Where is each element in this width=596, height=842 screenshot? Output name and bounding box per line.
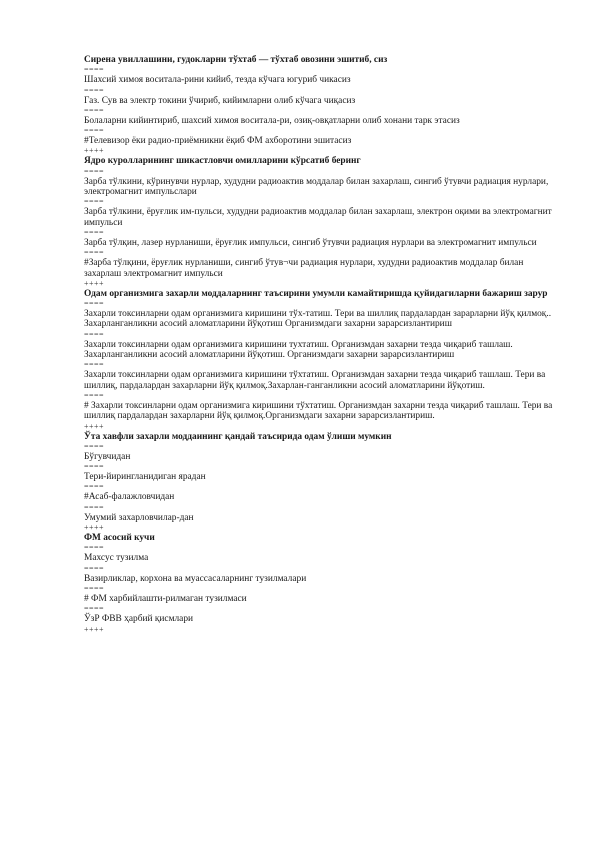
separator-line: ==== xyxy=(84,227,105,237)
answer-option: Зарба тўлкини, ёруғлик им-пульси, худудни радиоактив моддалар билан захарлаш, электрон оқими ва электромагнит импульси xyxy=(84,207,552,228)
separator-line: ==== xyxy=(84,105,105,115)
separator-line: ++++ xyxy=(84,278,105,288)
separator-line: ==== xyxy=(84,248,105,258)
separator-line: ++++ xyxy=(84,146,105,156)
separator-line: ==== xyxy=(84,583,105,593)
separator-line: ==== xyxy=(84,85,105,95)
answer-option: #Асаб-фалажловчидан xyxy=(84,492,175,503)
separator-line: ==== xyxy=(84,563,105,573)
separator-line: ==== xyxy=(84,482,105,492)
separator-line: ==== xyxy=(84,166,105,176)
question-heading: Одам организмига захарли моддаларнинг таъсирини умумли камайтиришда қуйидагиларни бажариш зарур xyxy=(84,288,548,299)
separator-line: ==== xyxy=(84,126,105,136)
separator-line: ++++ xyxy=(84,523,105,533)
separator-line: ==== xyxy=(84,329,105,339)
answer-option: Болаларни кийинтириб, шахсий химоя воситала-ри, озиқ-овқатларни олиб хонани тарк этасиз xyxy=(84,115,460,126)
separator-line: ++++ xyxy=(84,624,105,634)
separator-line: ==== xyxy=(84,604,105,614)
answer-option: Зарба тўлкини, кўринувчи нурлар, худудни радиоактив моддалар билан захарлаш, сингиб ўтувчи радиация нурлари, электромагнит импульслари xyxy=(84,176,549,198)
question-heading: ФМ асосий кучи xyxy=(84,533,155,544)
answer-option: Захарли токсинларни одам организмига киришини тўх-татиш. Тери ва шиллиқ пардалардан зарарларни йўқ қилмоқ.. Захарланганликни асосий аломатларини йўқотиш Организмдаги захарни зарарсизлантириш xyxy=(84,309,552,330)
separator-line: ==== xyxy=(84,360,105,370)
answer-option: # Захарли токсинларни одам организмига киришини тўхтатиш. Организмдан захарни тезда чиқариб ташлаш. Тери ва шиллиқ пардалардан захарларни йўқ қилмоқ.Организмдаги захарни зарарсизлантириш. xyxy=(84,400,553,422)
answer-option: Вазирликлар, корхона ва муассасаларнинг тузилмалари xyxy=(84,573,307,584)
answer-option: Шахсий химоя воситала-рини кийиб, тезда кўчага югуриб чикасиз xyxy=(84,75,351,86)
separator-line: ==== xyxy=(84,65,105,75)
document-body xyxy=(84,55,554,635)
answer-option: Газ. Сув ва электр токини ўчириб, кийимларни олиб кўчага чиқасиз xyxy=(84,95,356,106)
answer-option: Захарли токсинларни одам организмига киришини тўхтатиш. Организмдан захарни тезда чиқариб ташлаш. Тери ва шиллиқ, пардалардан захарларни йўқ қилмоқ.Захарлан-ганганликни асосий аломатларини йўқотиш. xyxy=(84,370,546,391)
answer-option: Зарба тўлқин, лазер нурланиши, ёруғлик импульси, сингиб ўтувчи радиация нурлари ва электромагнит импульси xyxy=(84,237,537,248)
question-heading: Ядро куролларининг шикастловчи омилларини кўрсатиб беринг xyxy=(84,156,361,167)
answer-option: # ФМ харбийлашти-рилмаган тузилмаси xyxy=(84,593,247,604)
answer-option: Умумий захарловчилар-дан xyxy=(84,512,194,523)
separator-line: ==== xyxy=(84,441,105,451)
answer-option: #Зарба тўлқини, ёруғлик нурланиши, сингиб ўтув¬чи радиация нурлари, худудни радиоактив моддалар билан захарлаш электромагнит импульси xyxy=(84,258,524,279)
question-heading: Ўта хавфли захарли моддаининг қандай таъсирида одам ўлиши мумкин xyxy=(84,431,392,442)
separator-line: ==== xyxy=(84,197,105,207)
answer-option: Бўгувчидан xyxy=(84,451,131,462)
answer-option: Тери-йирингланидиган ярадан xyxy=(84,472,206,483)
question-heading: Сирена увиллашини, гудокларни тўхтаб — тўхтаб овозини эшитиб, сиз xyxy=(84,55,388,65)
separator-line: ==== xyxy=(84,390,105,400)
separator-line: ==== xyxy=(84,502,105,512)
separator-line: ==== xyxy=(84,299,105,309)
answer-option: ЎзР ФВВ ҳарбий қисмлари xyxy=(84,614,194,625)
answer-option: Махсус тузилма xyxy=(84,553,149,564)
separator-line: ++++ xyxy=(84,421,105,431)
answer-option: Захарли токсинларни одам организмига киришини тухтатиш. Организмдан захарни тезда чиқариб ташлаш. Захарланганликни асосий аломатларини йўқотиш. Организмдаги захарни зарарсизлантириш xyxy=(84,339,513,361)
separator-line: ==== xyxy=(84,462,105,472)
answer-option: #Телевизор ёки радио-приёмникни ёқиб ФМ ахборотини эшитасиз xyxy=(84,136,352,147)
separator-line: ==== xyxy=(84,543,105,553)
